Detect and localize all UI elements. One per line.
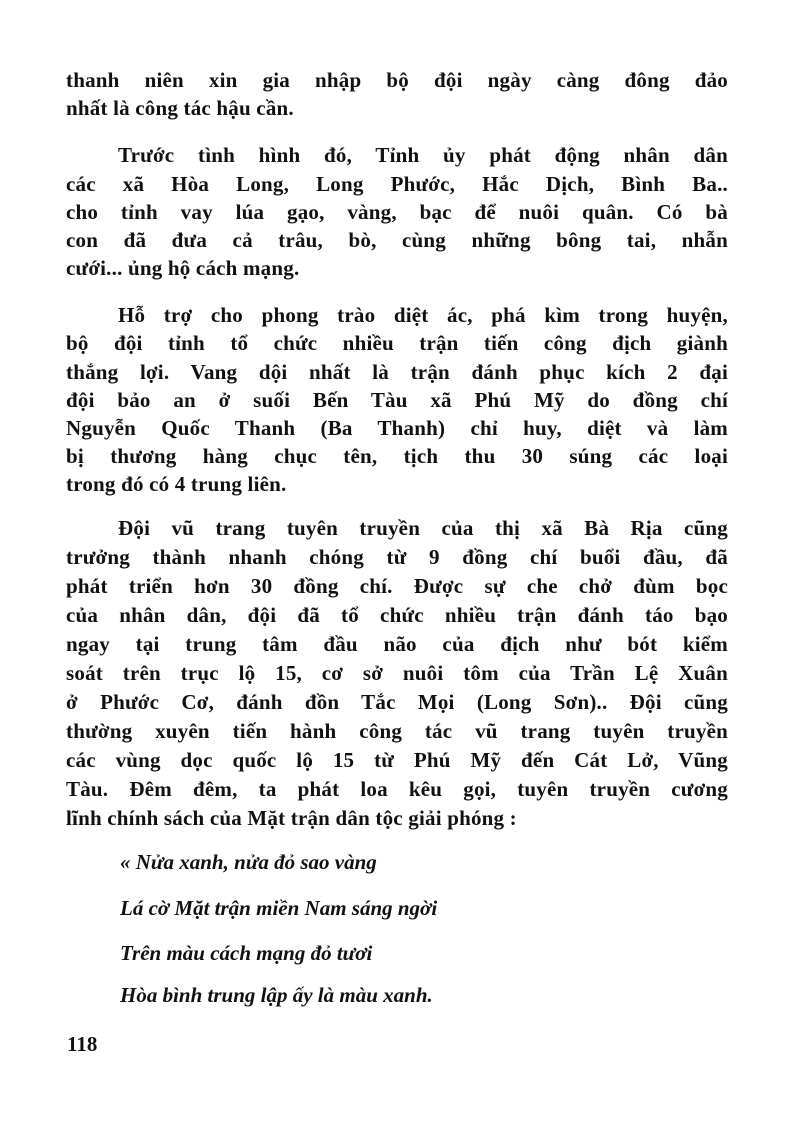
text-line: các vùng dọc quốc lộ 15 từ Phú Mỹ đến Cát Lở, Vũng [66,748,728,772]
text-line: ngay tại trung tâm đầu não của địch như bót kiểm [66,632,728,656]
text-line: Nguyễn Quốc Thanh (Ba Thanh) chỉ huy, diệt và làm [66,416,728,440]
text-line: thường xuyên tiến hành công tác vũ trang tuyên truyền [66,719,728,743]
text-line: Đội vũ trang tuyên truyền của thị xã Bà Rịa cũng [118,516,728,540]
text-line: lĩnh chính sách của Mặt trận dân tộc giải phóng : [66,806,517,830]
text-line: thanh niên xin gia nhập bộ đội ngày càng đông đảo [66,68,728,92]
text-line: bị thương hàng chục tên, tịch thu 30 súng các loại [66,444,728,468]
verse-line: Hòa bình trung lập ấy là màu xanh. [120,983,433,1007]
text-line: trong đó có 4 trung liên. [66,472,287,496]
text-line: phát triển hơn 30 đồng chí. Được sự che chở đùm bọc [66,574,728,598]
text-line: Hỗ trợ cho phong trào diệt ác, phá kìm trong huyện, [118,303,728,327]
verse-line: Trên màu cách mạng đỏ tươi [120,941,373,965]
text-line: đội bảo an ở suối Bến Tàu xã Phú Mỹ do đồng chí [66,388,728,412]
text-line: cưới... ủng hộ cách mạng. [66,256,300,280]
text-line: soát trên trục lộ 15, cơ sở nuôi tôm của Trần Lệ Xuân [66,661,728,685]
text-line: ở Phước Cơ, đánh đồn Tắc Mọi (Long Sơn).. Đội cũng [66,690,728,714]
text-line: cho tỉnh vay lúa gạo, vàng, bạc để nuôi quân. Có bà [66,200,728,224]
text-line: bộ đội tỉnh tổ chức nhiều trận tiến công địch giành [66,331,728,355]
text-line: Trước tình hình đó, Tỉnh ủy phát động nhân dân [118,143,728,167]
text-line: thắng lợi. Vang dội nhất là trận đánh phục kích 2 đại [66,360,728,384]
text-line: con đã đưa cả trâu, bò, cùng những bông tai, nhẫn [66,228,728,252]
text-line: Tàu. Đêm đêm, ta phát loa kêu gọi, tuyên truyền cương [66,777,728,801]
text-line: các xã Hòa Long, Long Phước, Hắc Dịch, Bình Ba.. [66,172,728,196]
text-line: nhất là công tác hậu cần. [66,96,294,120]
text-line: trưởng thành nhanh chóng từ 9 đồng chí buổi đầu, đã [66,545,728,569]
text-line: của nhân dân, đội đã tổ chức nhiều trận đánh táo bạo [66,603,728,627]
verse-line: « Nửa xanh, nửa đỏ sao vàng [120,850,377,874]
page-number: 118 [67,1032,98,1056]
verse-line: Lá cờ Mặt trận miền Nam sáng ngời [120,896,438,920]
